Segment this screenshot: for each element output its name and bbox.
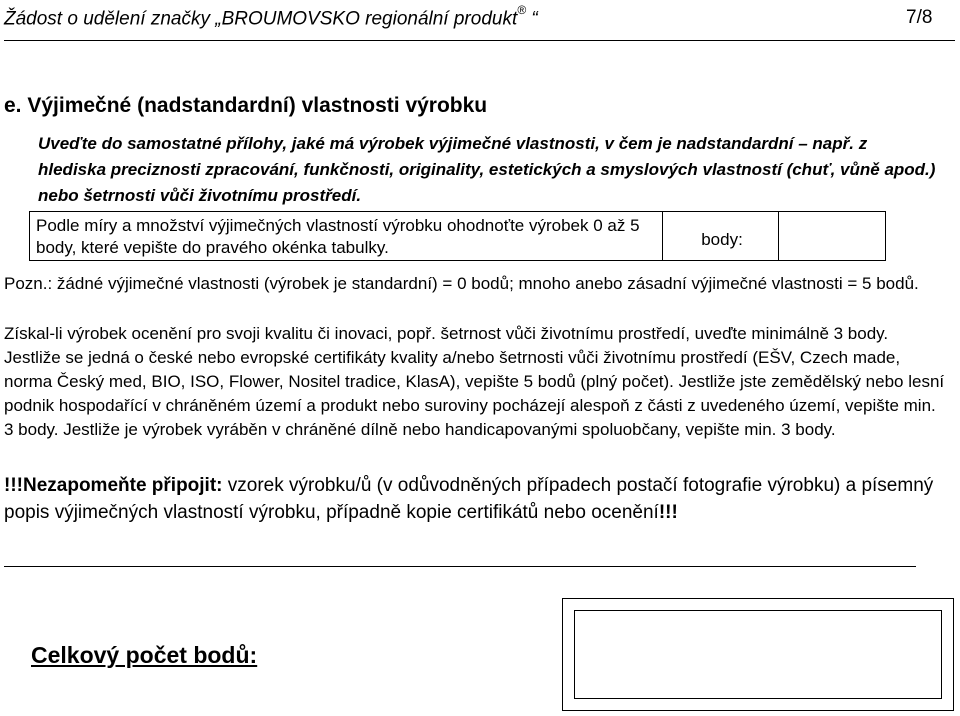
score-label: body:	[701, 230, 743, 249]
page-number: 7/8	[906, 7, 933, 28]
attachment-paragraph	[4, 472, 948, 526]
document-title-text: Žádost o udělení značky „BROUMOVSKO regionální produkt	[4, 8, 518, 30]
score-description: Podle míry a množství výjimečných vlastností výrobku ohodnoťte výrobek 0 až 5 body, které vepište do pravého okénka tabulky.	[36, 216, 640, 257]
score-input[interactable]	[780, 213, 888, 261]
attachment-text: vzorek výrobku/ů (v odůvodněných případech postačí fotografie výrobku) a písemný popis výjimečných vlastností výrobku, případně kopie certifikátů nebo ocenění	[4, 475, 934, 523]
header-divider	[4, 40, 955, 41]
document-title-quote: “	[526, 8, 538, 30]
note-paragraph: Pozn.: žádné výjimečné vlastnosti (výrobek je standardní) = 0 bodů; mnoho anebo zásadní výjimečné vlastnosti = 5 bodů.	[4, 274, 919, 293]
score-table-divider	[778, 211, 779, 261]
award-paragraph: Získal-li výrobek ocenění pro svoji kvalitu či inovaci, popř. šetrnost vůči životnímu prostředí, uveďte minimálně 3 body. Jestliže se jedná o české nebo evropské certifikáty kvality a/nebo šetrnosti vůči životnímu prostředí (EŠV, Czech made, norma Český med, BIO, ISO, Flower, Nositel tradice, KlasA), vepište 5 bodů (plný počet). Jestliže jste zemědělský nebo lesní podnik hospodařící v chráněném území a produkt nebo suroviny pocházejí alespoň z části z uvedeného území, vepište min. 3 body. Jestliže je výrobek vyráběn v chráněné dílně nebo handicapovanými spoluobčany, vepište min. 3 body.	[4, 324, 945, 439]
total-points-label: Celkový počet bodů:	[31, 642, 258, 668]
document-title	[4, 3, 538, 30]
section-divider	[4, 566, 916, 567]
attachment-label: !!!Nezapomeňte připojit:	[4, 475, 223, 496]
section-instruction: Uveďte do samostatné přílohy, jaké má výrobek výjimečné vlastnosti, v čem je nadstandardní – např. z hlediska preciznosti zpracování, funkčnosti, originality, estetických a smyslových vlastností (chuť, vůně apod.) nebo šetrnosti vůči životnímu prostředí.	[38, 134, 936, 205]
score-table-divider	[662, 211, 663, 261]
section-heading: e. Výjimečné (nadstandardní) vlastnosti výrobku	[4, 94, 488, 117]
registered-mark: ®	[517, 3, 527, 17]
total-points-field[interactable]	[574, 610, 942, 699]
attachment-ending: !!!	[658, 502, 678, 523]
